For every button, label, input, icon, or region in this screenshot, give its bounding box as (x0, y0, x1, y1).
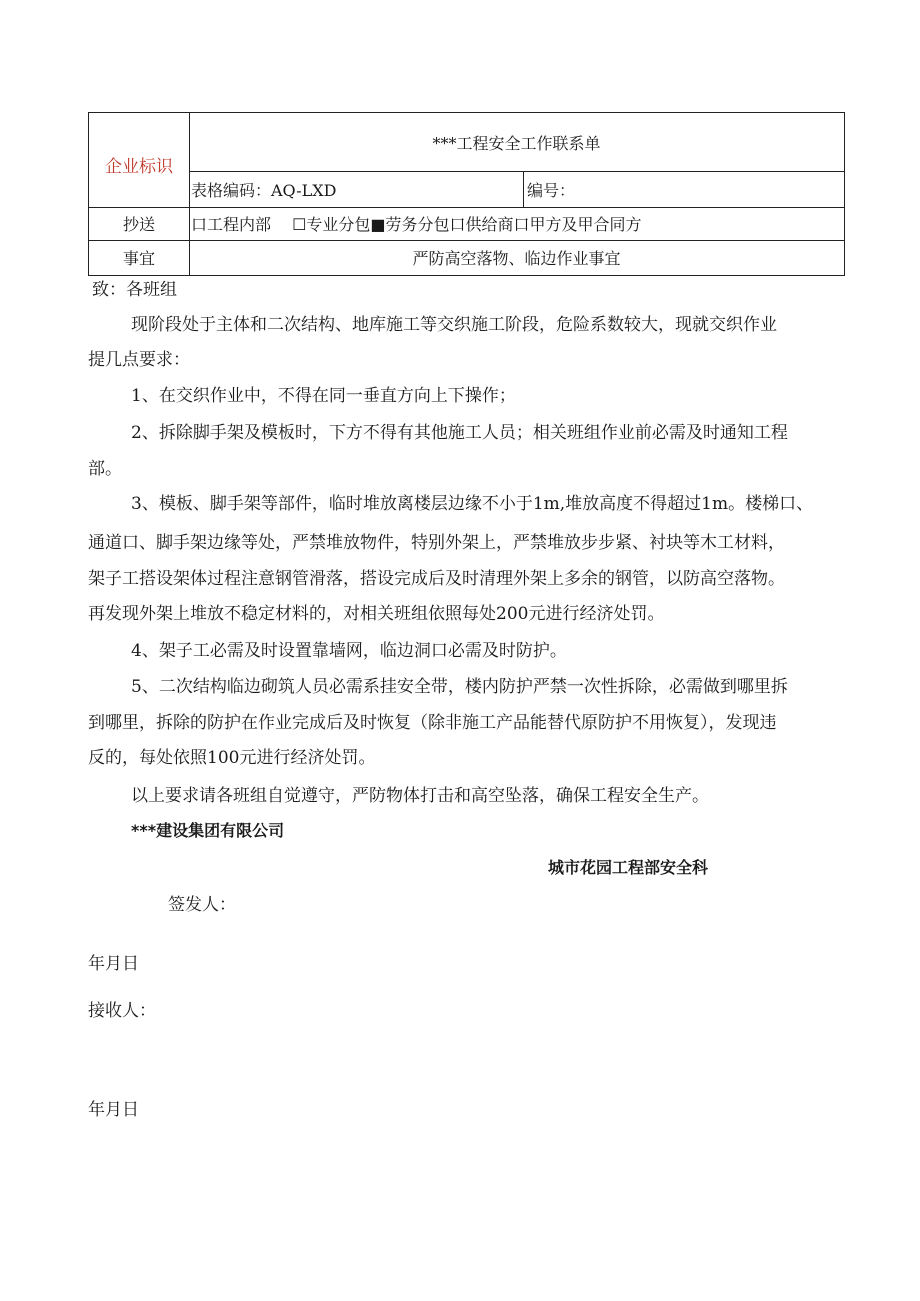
requirement-item-2: 2、拆除脚手架及模板时，下方不得有其他施工人员；相关班组作业前必需及时通知工程 (131, 423, 788, 443)
form-title: ***工程安全工作联系单 (432, 133, 601, 153)
cc-label: 抄送 (122, 215, 155, 234)
closing-statement: 以上要求请各班组自觉遵守，严防物体打击和高空坠落，确保工程安全生产。 (131, 786, 709, 806)
requirement-item-1: 1、在交织作业中，不得在同一垂直方向上下操作； (131, 386, 516, 406)
form-header-table (88, 112, 845, 276)
form-code: 表格编码：AQ-LXD (191, 180, 337, 200)
company-logo-label: 企业标识 (105, 156, 173, 177)
issuer-label: 签发人： (168, 895, 236, 915)
requirement-item-5-cont: 到哪里，拆除的防护在作业完成后及时恢复（除非施工产品能替代原防护不用恢复），发现违 (88, 713, 777, 733)
issue-date: 年月日 (88, 954, 139, 974)
requirement-item-3-cont: 再发现外架上堆放不稳定材料的，对相关班组依照每处200元进行经济处罚。 (88, 604, 665, 624)
cc-options: 口工程内部 ☐专业分包■劳务分包口供给商口甲方及甲合同方 (191, 215, 642, 234)
requirement-item-2-cont: 部。 (88, 459, 122, 479)
receiver-label: 接收人： (88, 1001, 156, 1021)
receive-date: 年月日 (88, 1100, 139, 1120)
requirement-item-3-cont: 架子工搭设架体过程注意钢管滑落，搭设完成后及时清理外架上多余的钢管，以防高空落物。 (88, 569, 785, 589)
requirement-item-3-cont: 通道口、脚手架边缘等处，严禁堆放物件，特别外架上，严禁堆放步步紧、衬块等木工材料， (88, 533, 785, 553)
requirement-item-3: 3、模板、脚手架等部件，临时堆放离楼层边缘不小于1m,堆放高度不得超过1m。楼梯口、 (131, 494, 814, 514)
subject-value: 严防高空落物、临边作业事宜 (412, 249, 621, 268)
requirement-item-4: 4、架子工必需及时设置靠墙网，临边洞口必需及时防护。 (131, 641, 567, 661)
table-divider (523, 171, 524, 207)
intro-paragraph-line: 提几点要求： (88, 350, 190, 370)
department-name: 城市花园工程部安全科 (548, 858, 709, 877)
serial-number-label: 编号： (527, 180, 576, 200)
recipient-line: 致：各班组 (92, 280, 177, 300)
requirement-item-5-cont: 反的，每处依照100元进行经济处罚。 (88, 748, 376, 768)
company-name: ***建设集团有限公司 (131, 821, 285, 840)
intro-paragraph-line: 现阶段处于主体和二次结构、地库施工等交织施工阶段，危险系数较大，现就交织作业 (131, 315, 777, 335)
requirement-item-5: 5、二次结构临边砌筑人员必需系挂安全带，楼内防护严禁一次性拆除，必需做到哪里拆 (131, 677, 788, 697)
subject-label: 事宜 (122, 249, 155, 268)
